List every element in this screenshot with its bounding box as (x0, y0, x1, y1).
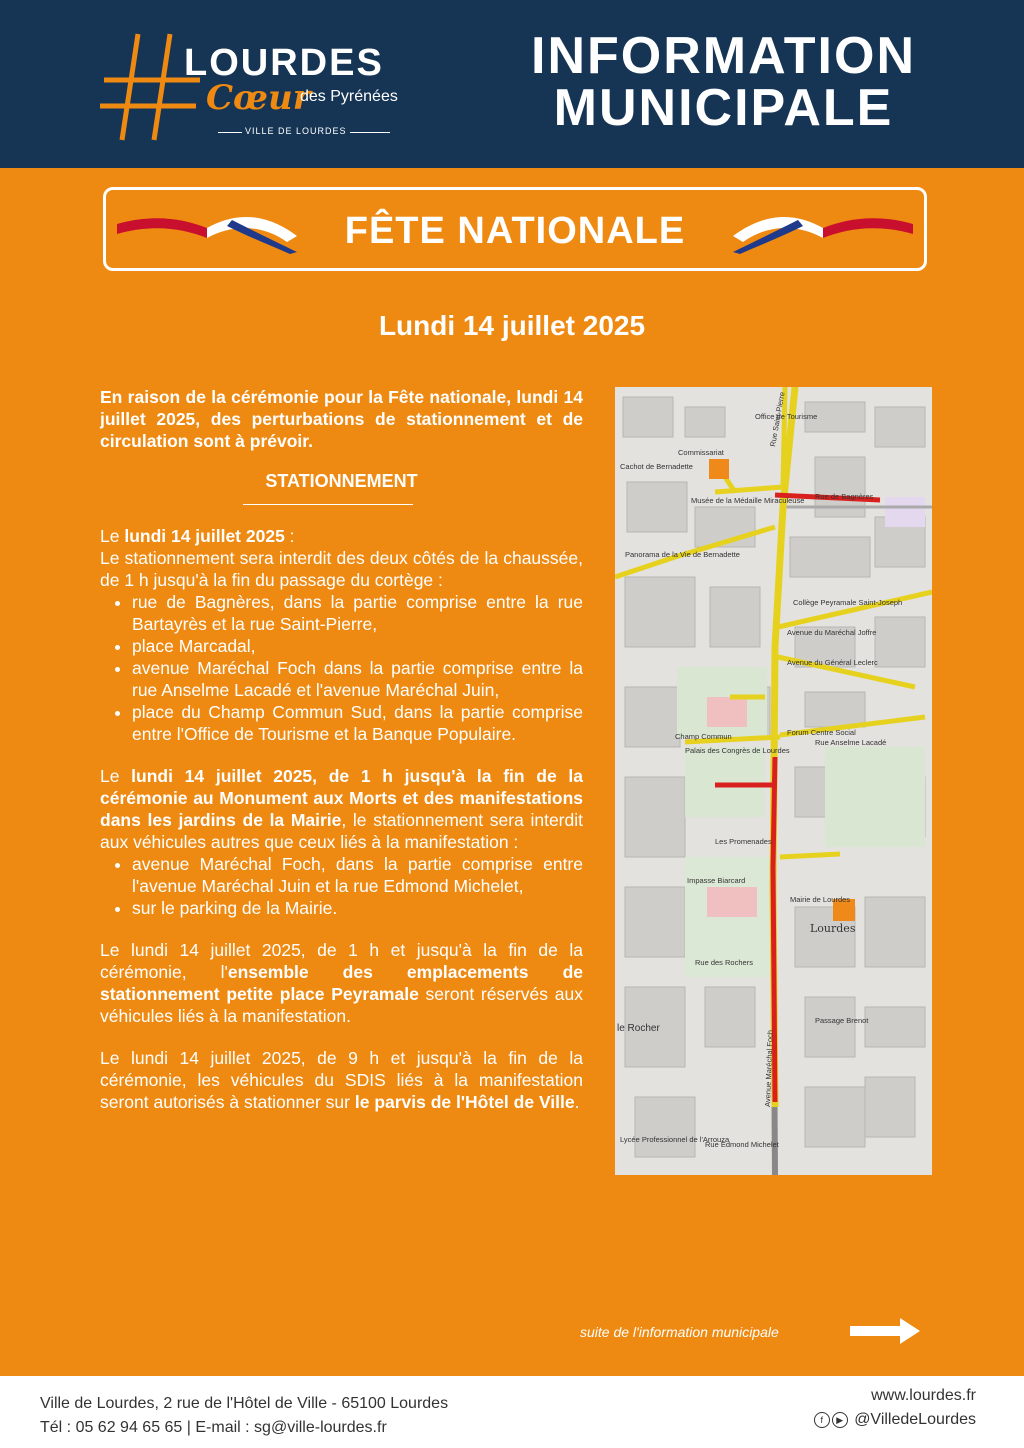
paragraph-2 (100, 765, 583, 919)
map-label-forum: Forum Centre Social (787, 728, 856, 737)
map-label-lourdes: Lourdes (810, 922, 856, 935)
social-row (814, 1408, 976, 1432)
p2-list (100, 853, 583, 919)
street-map-drawing (615, 387, 932, 1175)
p2-prefix: Le (100, 766, 132, 786)
p3-prefix: Le lundi 14 juillet 2025, de 1 h et jusqu'à la fin de la cérémonie, l' (100, 940, 583, 982)
p4-prefix: Le lundi 14 juillet 2025, de 9 h et jusqu'à la fin de la cérémonie, les véhicules du SDIS liés à la manifestation seront autorisés à stationner sur (100, 1048, 583, 1112)
p2-suffix: , le stationnement sera interdit aux véhicules autres que ceux liés à la manifestation : (100, 810, 583, 852)
list-item: • sur le parking de la Mairie. (132, 897, 583, 919)
youtube-icon[interactable]: ▶ (832, 1412, 848, 1428)
map-label-biarcard: Impasse Biarcard (687, 876, 746, 885)
logo-pyrenees: des Pyrénées (300, 88, 398, 105)
map-label-promenades: Les Promenades (715, 837, 772, 846)
map-label-lacade: Rue Anselme Lacadé (815, 738, 887, 747)
p4-suffix: . (574, 1092, 580, 1112)
paragraph-3 (100, 939, 583, 1027)
arrow-right-icon[interactable] (850, 1316, 922, 1346)
logo-word: LOURDES (184, 42, 384, 84)
logo-ville: VILLE DE LOURDES (245, 126, 347, 136)
list-item: • avenue Maréchal Foch, dans la partie comprise entre l'avenue Maréchal Juin et la rue Edmond Michelet, (132, 853, 583, 897)
paragraph-1 (100, 525, 583, 745)
map-label-joffre: Avenue du Maréchal Joffre (787, 628, 877, 637)
map-label-mairie: Mairie de Lourdes (790, 895, 851, 904)
map-label-michelet: Rue Edmond Michelet (705, 1140, 779, 1149)
map-label-office: Office de Tourisme (755, 412, 818, 421)
map-label-rochers: Rue des Rochers (695, 958, 753, 967)
list-item: • place Marcadal, (132, 635, 583, 657)
event-date: Lundi 14 juillet 2025 (378, 310, 646, 341)
p3-suffix: seront réservés aux véhicules liés à la manifestation. (100, 984, 583, 1026)
continue-note: suite de l'information municipale (580, 1324, 779, 1340)
p1-prefix: Le (100, 526, 125, 546)
map-label-saint-pierre: Rue Saint-Pierre (768, 391, 787, 448)
p4-bold: le parvis de l'Hôtel de Ville (354, 1092, 575, 1112)
p3-bold: ensemble des emplacements de stationnement petite place Peyramale (100, 962, 583, 1004)
footer-contact[interactable]: Tél : 05 62 94 65 65 | E-mail : sg@ville-lourdes.fr (40, 1419, 387, 1436)
facebook-icon[interactable]: f (814, 1412, 830, 1428)
map-label-bagneres: Rue de Bagnères (815, 492, 874, 501)
social-handle[interactable]: @VilledeLourdes (854, 1411, 976, 1428)
title-line-2: MUNICIPALE (553, 79, 894, 137)
map-label-leclerc: Avenue du Général Leclerc (787, 658, 878, 667)
map-label-brenot: Passage Brenot (815, 1016, 869, 1025)
event-banner (103, 187, 927, 271)
p1-list (100, 591, 583, 745)
map-label-rocher: le Rocher (617, 1023, 660, 1034)
footer-links (814, 1384, 976, 1432)
map-label-cachot: Cachot de Bernadette (620, 462, 693, 471)
map-label-champ: Champ Commun (675, 732, 732, 741)
logo-divider (350, 132, 390, 133)
banner-title: FÊTE NATIONALE (344, 210, 686, 252)
footer-address-block (40, 1392, 448, 1440)
city-logo[interactable] (100, 22, 410, 147)
header (0, 0, 1024, 168)
map-label-foch: Avenue Maréchal Foch (763, 1029, 775, 1108)
footer (0, 1376, 1024, 1448)
page-title (531, 27, 916, 137)
logo-coeur: Cœur (206, 78, 311, 118)
website-link[interactable]: www.lourdes.fr (871, 1387, 976, 1404)
list-item: • rue de Bagnères, dans la partie comprise entre la rue Bartayrès et la rue Saint-Pierre, (132, 591, 583, 635)
p1-bold: lundi 14 juillet 2025 (124, 526, 285, 546)
title-line-1: INFORMATION (531, 27, 916, 85)
logo-divider (218, 132, 242, 133)
map-label-palais: Palais des Congrès de Lourdes (685, 746, 790, 755)
map-label-commissariat: Commissariat (678, 448, 724, 457)
street-map[interactable] (615, 387, 932, 1175)
main-text (100, 386, 583, 1133)
footer-address: Ville de Lourdes, 2 rue de l'Hôtel de Ville - 65100 Lourdes (40, 1395, 449, 1412)
map-label-musee: Musée de la Médaille Miraculeuse (691, 496, 805, 505)
section-divider (243, 504, 413, 505)
p1-text: Le stationnement sera interdit des deux côtés de la chaussée, de 1 h jusqu'à la fin du passage du cortège : (100, 548, 583, 590)
section-title: STATIONNEMENT (265, 471, 418, 491)
intro-paragraph: En raison de la cérémonie pour la Fête nationale, lundi 14 juillet 2025, des perturbations de stationnement et de circulation sont à prévoir. (100, 387, 583, 451)
list-item: • place du Champ Commun Sud, dans la partie comprise entre l'Office de Tourisme et la Banque Populaire. (132, 701, 583, 745)
p1-suffix: : (284, 526, 295, 546)
map-label-lycee: Lycée Professionnel de l'Arrouza (620, 1135, 730, 1144)
map-label-panorama: Panorama de la Vie de Bernadette (625, 550, 740, 559)
map-label-college: Collège Peyramale Saint-Joseph (793, 598, 903, 607)
list-item: • avenue Maréchal Foch dans la partie comprise entre la rue Anselme Lacadé et l'avenue Maréchal Juin, (132, 657, 583, 701)
paragraph-4 (100, 1047, 583, 1113)
french-flag-ribbon-right-icon (728, 206, 918, 256)
p2-bold: lundi 14 juillet 2025, de 1 h jusqu'à la fin de la cérémonie au Monument aux Morts et des manifestations dans les jardins de la Mairie (100, 766, 583, 830)
